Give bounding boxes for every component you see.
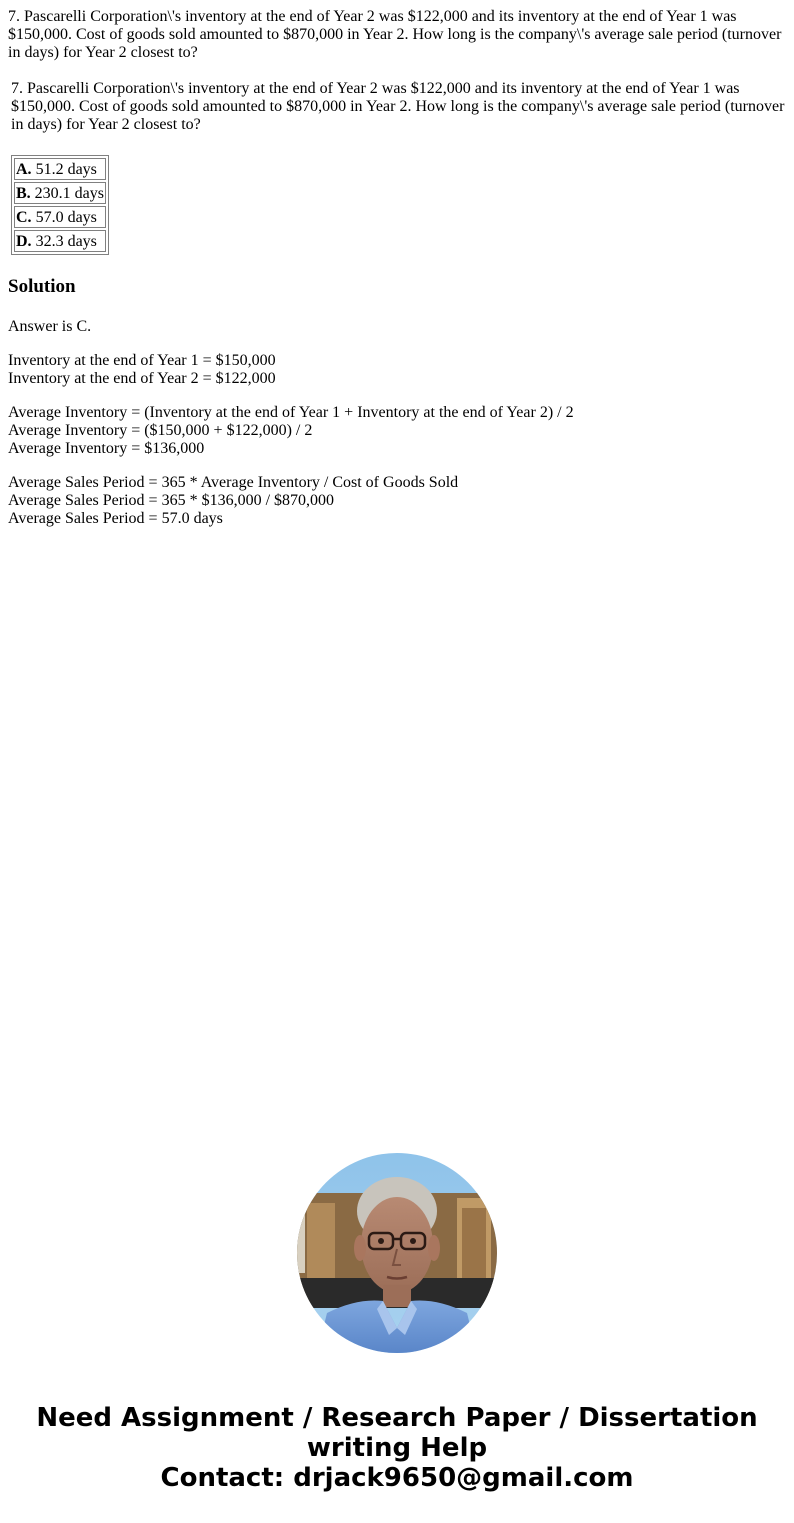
average-inventory-line: Average Inventory = $136,000 — [8, 440, 205, 457]
option-cell — [14, 158, 106, 180]
option-cell — [14, 230, 106, 252]
option-row-a — [14, 158, 106, 180]
option-row-c — [14, 206, 106, 228]
option-row-b — [14, 182, 106, 204]
inventory-line: Inventory at the end of Year 2 = $122,000 — [8, 370, 276, 387]
option-text: 32.3 days — [31, 233, 97, 250]
promo-contact: Contact: drjack9650@gmail.com — [160, 1463, 634, 1493]
average-inventory-paragraph — [8, 404, 786, 458]
option-letter: C. — [16, 209, 32, 226]
promo-line-1: Need Assignment / Research Paper / Dissertation — [36, 1403, 758, 1433]
question-repeat-text: 7. Pascarelli Corporation\'s inventory at the end of Year 2 was $122,000 and its inventory at the end of Year 1 was $150,000. Cost of goods sold amounted to $870,000 in Year 2. How long is the company\'s average sale period (turnover in days) for Year 2 closest to? — [11, 80, 785, 133]
promo-banner — [0, 1403, 794, 1493]
option-text: 230.1 days — [30, 185, 104, 202]
answer-text: Answer is C. — [8, 318, 92, 335]
question-text: 7. Pascarelli Corporation\'s inventory at the end of Year 2 was $122,000 and its inventory at the end of Year 1 was $150,000. Cost of goods sold amounted to $870,000 in Year 2. How long is the company\'s average sale period (turnover in days) for Year 2 closest to? — [8, 8, 782, 61]
average-inventory-line: Average Inventory = ($150,000 + $122,000) / 2 — [8, 422, 313, 439]
average-inventory-line: Average Inventory = (Inventory at the end of Year 1 + Inventory at the end of Year 2) / 2 — [8, 404, 574, 421]
solution-section — [8, 276, 786, 528]
option-text: 51.2 days — [31, 161, 97, 178]
solution-heading: Solution — [8, 276, 76, 297]
document-body — [8, 8, 786, 528]
average-sales-line: Average Sales Period = 365 * Average Inventory / Cost of Goods Sold — [8, 474, 459, 491]
option-letter: B. — [16, 185, 31, 202]
inventory-line: Inventory at the end of Year 1 = $150,000 — [8, 352, 276, 369]
question-block — [11, 80, 786, 255]
option-text: 57.0 days — [31, 209, 97, 226]
avatar-portrait-image — [297, 1153, 497, 1353]
option-letter: A. — [16, 161, 32, 178]
average-sales-paragraph — [8, 474, 786, 528]
option-letter: D. — [16, 233, 32, 250]
option-cell — [14, 182, 106, 204]
average-sales-line: Average Sales Period = 57.0 days — [8, 510, 223, 527]
author-avatar — [297, 1153, 497, 1353]
option-cell — [14, 206, 106, 228]
inventory-paragraph — [8, 352, 786, 388]
answer-options-table — [11, 155, 109, 255]
option-row-d — [14, 230, 106, 252]
average-sales-line: Average Sales Period = 365 * $136,000 / $870,000 — [8, 492, 335, 509]
promo-line-2: writing Help — [306, 1433, 488, 1463]
